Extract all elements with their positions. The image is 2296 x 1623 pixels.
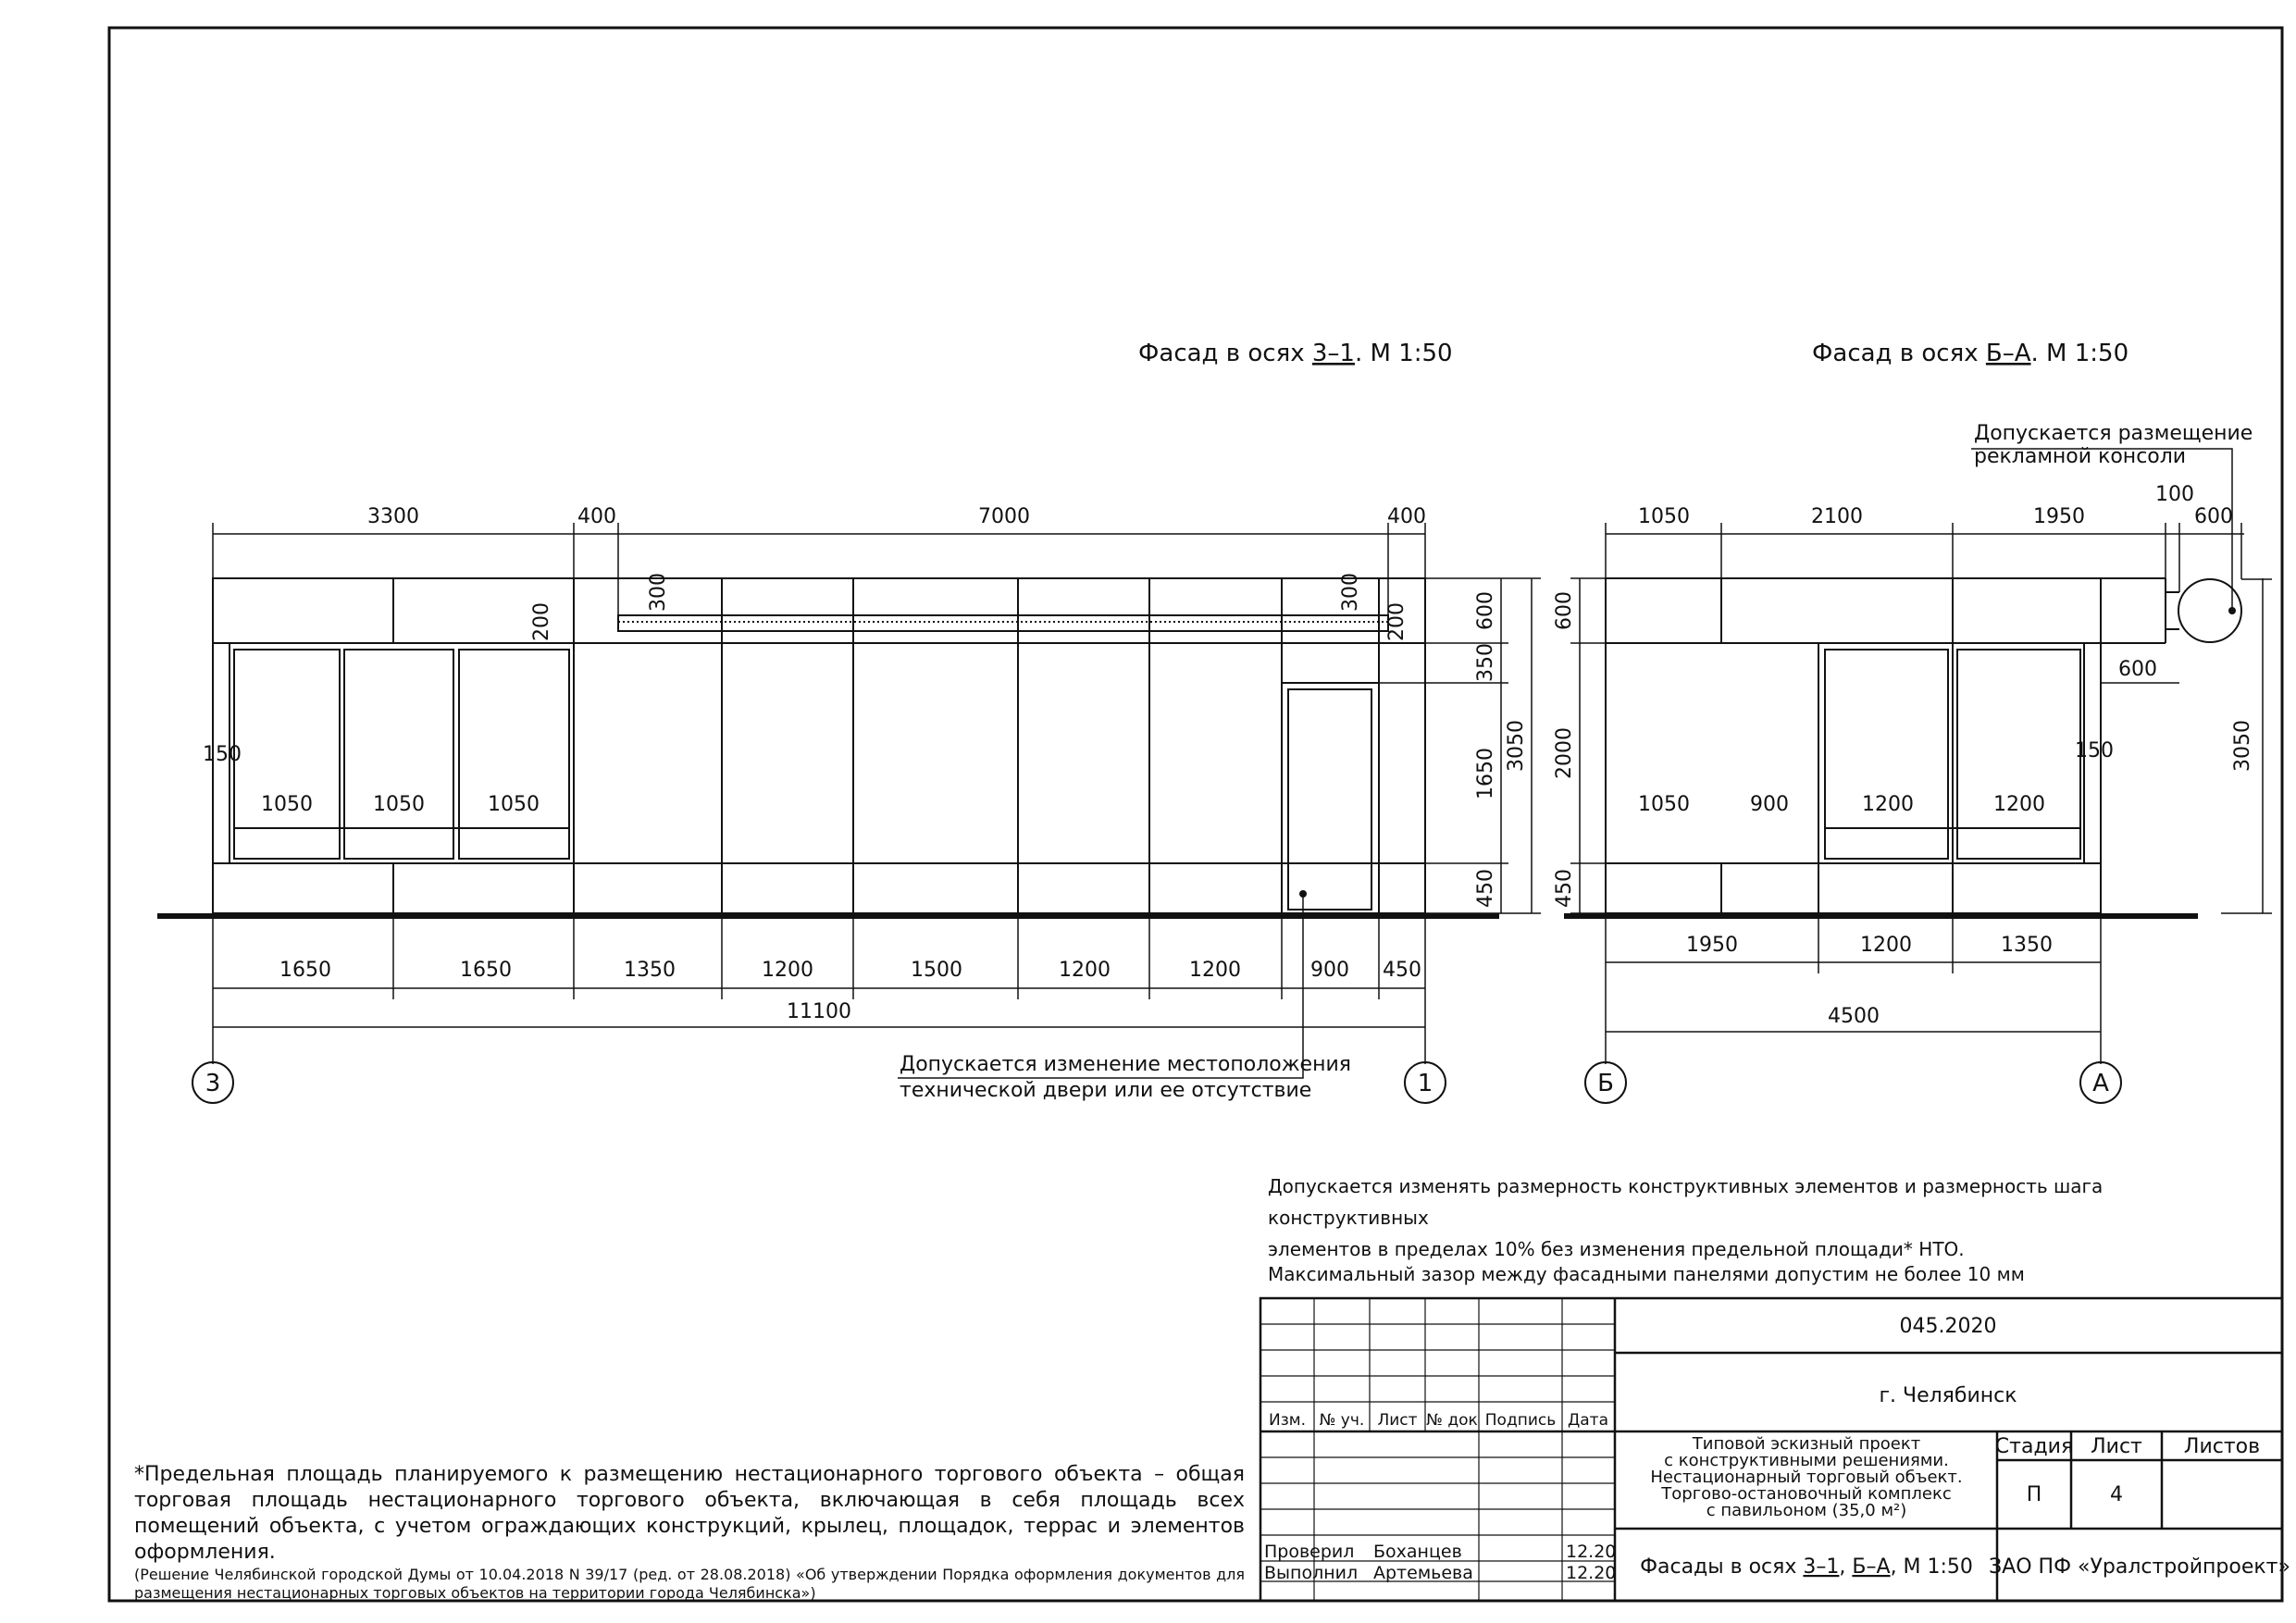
dim-right-top-1950: 1950	[2033, 505, 2085, 528]
stamp-sheets-label: Листов	[2183, 1435, 2261, 1458]
footnote	[134, 1462, 1245, 1603]
stamp-header-list: Лист	[1377, 1411, 1418, 1430]
stamp-project-line3: Нестационарный торговый объект.	[1650, 1468, 1963, 1487]
facade-left-title: Фасад в осях 3–1. М 1:50	[1138, 340, 1453, 367]
dim-right-win-1050: 1050	[1638, 793, 1690, 816]
note-gap: Максимальный зазор между фасадными панелями допустим не более 10 мм	[1268, 1263, 2025, 1285]
dim-right-1650: 1650	[1474, 748, 1497, 799]
facade-right	[1553, 340, 2272, 1103]
dim-right-left-450: 450	[1553, 869, 1576, 908]
sign-band	[618, 615, 1388, 631]
dim-top-400-left: 400	[577, 505, 616, 528]
dim-right-win-1200-2: 1200	[1993, 793, 2045, 816]
dim-right-150: 150	[2075, 739, 2114, 762]
dim-top-7000: 7000	[978, 505, 1030, 528]
stamp-sheet-title: Фасады в осях 3–1, Б–А, М 1:50	[1640, 1555, 1973, 1579]
stamp-city: г. Челябинск	[1879, 1384, 2017, 1407]
dim-right-600: 600	[1474, 591, 1497, 630]
door-note-line1: Допускается изменение местоположения	[900, 1053, 1351, 1076]
dim-bottom-1650-2: 1650	[460, 959, 512, 982]
dim-bottom-900: 900	[1310, 959, 1349, 982]
stamp-made-label: Выполнил	[1264, 1563, 1359, 1583]
note-dimensions-line2: элементов в пределах 10% без изменения предельной площади* НТО.	[1268, 1238, 1965, 1260]
dim-bottom-1350: 1350	[624, 959, 676, 982]
stamp-company: ЗАО ПФ «Уралстройпроект»	[1989, 1555, 2290, 1579]
dim-right-bottom-1200: 1200	[1860, 934, 1912, 957]
dim-right-450: 450	[1474, 869, 1497, 908]
console-note-line1: Допускается размещение	[1974, 422, 2253, 445]
axis-label-a: А	[2092, 1070, 2109, 1097]
dim-window-1050-2: 1050	[373, 793, 425, 816]
dim-window-1050-1: 1050	[261, 793, 313, 816]
dim-bottom-1200-2: 1200	[1059, 959, 1111, 982]
footnote-main: *Предельная площадь планируемого к размещению нестационарного торгового объекта – общая торговая площадь нестационарного торгового объекта, включающая в себя площадь всех помещений объекта, с учетом ограждающих конструкций, крылец, площадок, террас и элементов оформления.	[134, 1463, 1245, 1564]
dim-300-right: 300	[1339, 573, 1362, 612]
dim-right-3050: 3050	[1505, 720, 1528, 772]
facade-right-title: Фасад в осях Б–А. М 1:50	[1812, 340, 2129, 367]
door-note-line2: технической двери или ее отсутствие	[900, 1079, 1312, 1102]
stamp-made-name: Артемьева	[1373, 1563, 1473, 1583]
stamp-header-nuch: № уч.	[1319, 1411, 1365, 1430]
dim-right-600-console: 600	[2118, 658, 2157, 681]
dim-bottom-450: 450	[1383, 959, 1421, 982]
dim-right-left-600: 600	[1553, 591, 1576, 630]
door-leader-line	[898, 894, 1303, 1078]
dim-right-top-1050: 1050	[1638, 505, 1690, 528]
dim-right-top-2100: 2100	[1811, 505, 1863, 528]
dim-window-1050-3: 1050	[488, 793, 540, 816]
stamp-project-line4: Торгово-остановочный комплекс	[1661, 1484, 1952, 1504]
axis-label-1: 1	[1417, 1070, 1433, 1097]
dim-right-350: 350	[1474, 643, 1497, 682]
dim-right-win-1200-1: 1200	[1862, 793, 1914, 816]
dim-bottom-1200-1: 1200	[762, 959, 813, 982]
stamp-checked-date: 12.20	[1566, 1542, 1617, 1562]
dim-total-11100: 11100	[787, 1000, 851, 1023]
stamp-project-line1: Типовой эскизный проект	[1692, 1434, 1921, 1454]
console-note-line2: рекламной консоли	[1974, 445, 2187, 468]
dim-200-left: 200	[530, 602, 553, 641]
stamp-checked-label: Проверил	[1264, 1542, 1355, 1562]
stamp-checked-name: Боханцев	[1373, 1542, 1462, 1562]
dim-right-bottom-1950: 1950	[1686, 934, 1738, 957]
stamp-project-line2: с конструктивными решениями.	[1664, 1451, 1949, 1470]
dim-right-top-600: 600	[2194, 505, 2233, 528]
dim-right-3050-r: 3050	[2231, 720, 2254, 772]
dim-300-left: 300	[647, 573, 670, 612]
technical-door	[1288, 689, 1371, 910]
axis-label-3: 3	[205, 1070, 221, 1097]
stamp-made-date: 12.20	[1566, 1563, 1617, 1583]
stamp-header-izm: Изм.	[1269, 1411, 1306, 1430]
stamp-sheet-value: 4	[2110, 1483, 2123, 1506]
dim-200-right: 200	[1385, 602, 1409, 641]
dim-top-3300: 3300	[367, 505, 419, 528]
note-dimensions-line1: Допускается изменять размерность конструктивных элементов и размерность шага конструктивных	[1268, 1175, 2104, 1229]
dim-window-150: 150	[203, 743, 242, 766]
footnote-source: (Решение Челябинской городской Думы от 10.04.2018 N 39/17 (ред. от 28.08.2018) «Об утверждении Порядка оформления документов для размещения нестационарных торговых объектов на территории города Челябинска»)	[134, 1566, 1245, 1602]
sheet-frame	[109, 28, 2282, 1601]
stamp-header-ndok: № док	[1426, 1411, 1478, 1430]
stamp-stage-label: Стадия	[1994, 1435, 2074, 1458]
stamp-doc-code: 045.2020	[1899, 1315, 1997, 1338]
facade-left	[157, 340, 1541, 1103]
stamp-sheet-label: Лист	[2091, 1435, 2142, 1458]
stamp-stage-value: П	[2026, 1483, 2042, 1506]
axis-label-b: Б	[1597, 1070, 1614, 1097]
note-dimensions	[1268, 1171, 2267, 1265]
dim-bottom-1650-1: 1650	[279, 959, 331, 982]
stamp-project-line5: с павильоном (35,0 м²)	[1706, 1501, 1907, 1520]
dim-top-400-right: 400	[1387, 505, 1426, 528]
stamp-header-podpis: Подпись	[1484, 1411, 1557, 1430]
dim-right-bottom-1350: 1350	[2001, 934, 2053, 957]
dim-right-top-100: 100	[2155, 483, 2194, 506]
technical-door-frame	[1282, 683, 1379, 913]
dim-bottom-1500: 1500	[911, 959, 962, 982]
dim-right-left-2000: 2000	[1553, 727, 1576, 779]
dim-right-total-4500: 4500	[1828, 1005, 1880, 1028]
dim-right-win-900: 900	[1750, 793, 1789, 816]
stamp-header-data: Дата	[1567, 1411, 1609, 1430]
dim-bottom-1200-3: 1200	[1189, 959, 1241, 982]
